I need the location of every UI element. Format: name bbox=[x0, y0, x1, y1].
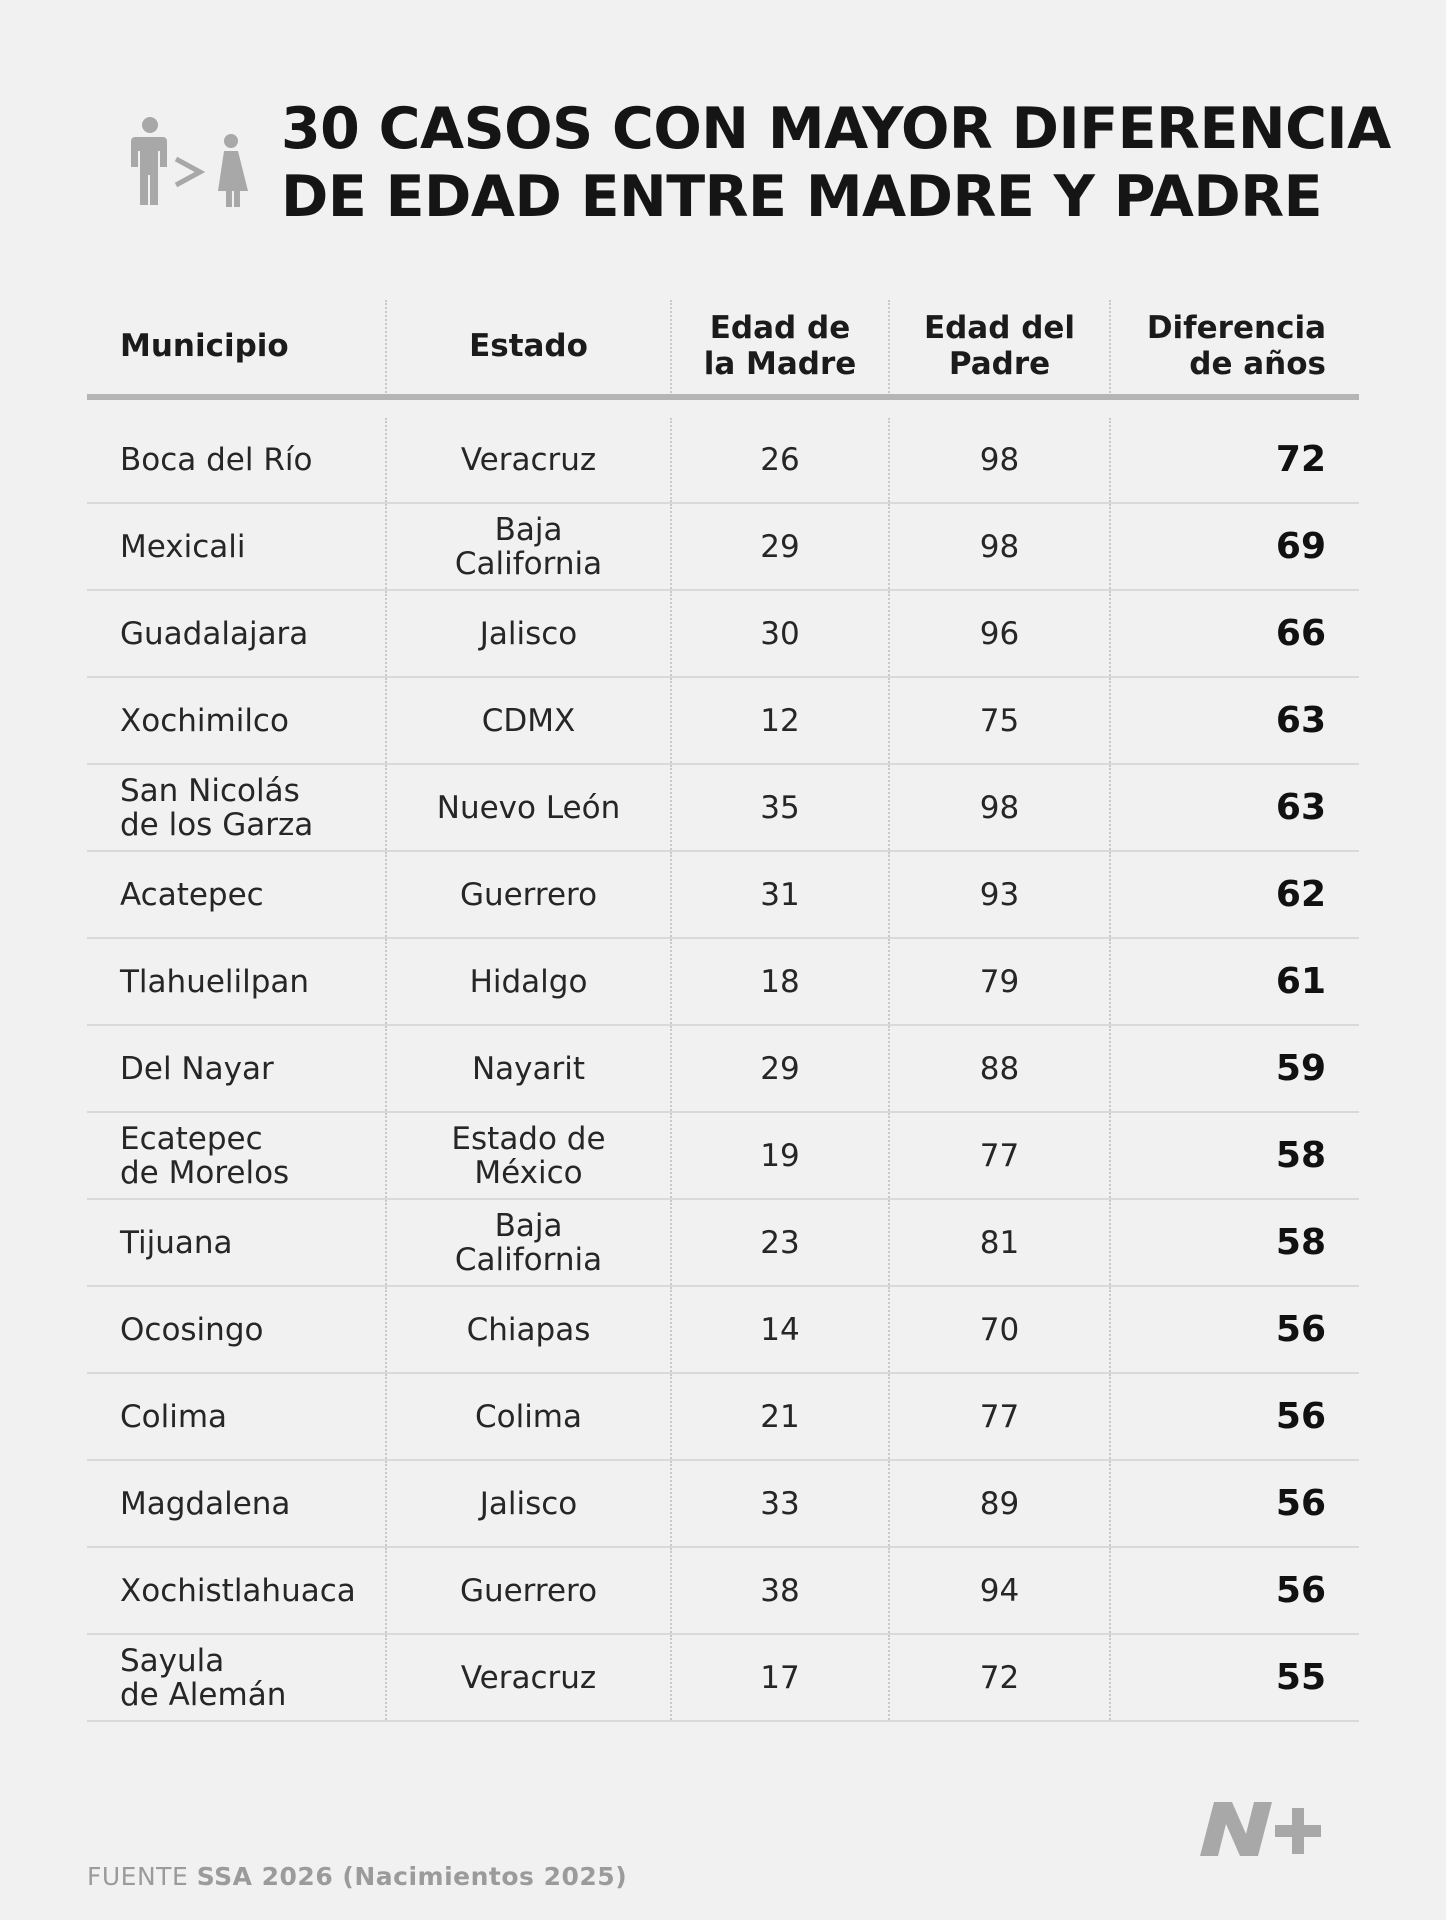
cell-edad-padre: 98 bbox=[888, 504, 1109, 589]
cell-estado: Nayarit bbox=[385, 1026, 670, 1111]
cell-estado: Guerrero bbox=[385, 852, 670, 937]
cell-diferencia: 56 bbox=[1109, 1548, 1359, 1633]
cell-edad-padre: 81 bbox=[888, 1200, 1109, 1285]
cell-edad-madre: 31 bbox=[670, 852, 888, 937]
cell-estado: Baja California bbox=[385, 1200, 670, 1285]
source-footer bbox=[87, 1862, 627, 1891]
cell-municipio: Mexicali bbox=[120, 528, 246, 565]
table-row bbox=[87, 1461, 1359, 1548]
cell-municipio: Sayula de Alemán bbox=[120, 1642, 287, 1713]
cell-edad-padre: 70 bbox=[888, 1287, 1109, 1372]
cell-municipio: Guadalajara bbox=[120, 615, 309, 652]
table-row bbox=[87, 939, 1359, 1026]
table-row bbox=[87, 406, 1359, 504]
cell-municipio: Acatepec bbox=[120, 876, 264, 913]
table-header bbox=[87, 300, 1359, 400]
table-row bbox=[87, 1200, 1359, 1287]
cell-estado: Colima bbox=[385, 1374, 670, 1459]
table-row bbox=[87, 678, 1359, 765]
header-diferencia: Diferencia de años bbox=[1109, 300, 1359, 400]
cell-edad-padre: 77 bbox=[888, 1374, 1109, 1459]
cell-diferencia: 61 bbox=[1109, 939, 1359, 1024]
cell-edad-padre: 98 bbox=[888, 765, 1109, 850]
cell-estado: Estado de México bbox=[385, 1113, 670, 1198]
cell-edad-padre: 88 bbox=[888, 1026, 1109, 1111]
cell-municipio: Magdalena bbox=[120, 1485, 291, 1522]
table-row bbox=[87, 1635, 1359, 1722]
title-line-1: 30 CASOS CON MAYOR DIFERENCIA bbox=[281, 96, 1391, 162]
cell-edad-padre: 93 bbox=[888, 852, 1109, 937]
cell-edad-padre: 96 bbox=[888, 591, 1109, 676]
cell-edad-padre: 98 bbox=[888, 418, 1109, 502]
cell-estado: Jalisco bbox=[385, 1461, 670, 1546]
table-row bbox=[87, 765, 1359, 852]
cell-municipio: Tlahuelilpan bbox=[120, 963, 310, 1000]
cell-diferencia: 62 bbox=[1109, 852, 1359, 937]
table-row bbox=[87, 1113, 1359, 1200]
footer-source: SSA 2026 (Nacimientos 2025) bbox=[196, 1862, 628, 1891]
table-row bbox=[87, 591, 1359, 678]
cell-municipio: Del Nayar bbox=[120, 1050, 274, 1087]
cell-diferencia: 56 bbox=[1109, 1461, 1359, 1546]
cell-estado: Veracruz bbox=[385, 1635, 670, 1720]
header-municipio: Municipio bbox=[120, 328, 289, 364]
title-line-2: DE EDAD ENTRE MADRE Y PADRE bbox=[281, 164, 1323, 230]
cell-municipio: San Nicolás de los Garza bbox=[120, 772, 314, 843]
cell-edad-madre: 21 bbox=[670, 1374, 888, 1459]
cell-diferencia: 55 bbox=[1109, 1635, 1359, 1720]
cell-estado: Jalisco bbox=[385, 591, 670, 676]
data-table bbox=[87, 300, 1359, 1722]
cell-municipio: Tijuana bbox=[120, 1224, 233, 1261]
cell-diferencia: 69 bbox=[1109, 504, 1359, 589]
cell-edad-madre: 14 bbox=[670, 1287, 888, 1372]
cell-edad-madre: 17 bbox=[670, 1635, 888, 1720]
cell-municipio: Ocosingo bbox=[120, 1311, 264, 1348]
cell-diferencia: 66 bbox=[1109, 591, 1359, 676]
header-estado: Estado bbox=[385, 300, 670, 400]
cell-edad-padre: 94 bbox=[888, 1548, 1109, 1633]
table-row bbox=[87, 1026, 1359, 1113]
cell-edad-padre: 77 bbox=[888, 1113, 1109, 1198]
cell-diferencia: 59 bbox=[1109, 1026, 1359, 1111]
cell-edad-madre: 35 bbox=[670, 765, 888, 850]
cell-diferencia: 63 bbox=[1109, 765, 1359, 850]
header bbox=[128, 95, 1391, 235]
cell-edad-madre: 12 bbox=[670, 678, 888, 763]
cell-edad-madre: 33 bbox=[670, 1461, 888, 1546]
cell-estado: Veracruz bbox=[385, 418, 670, 502]
cell-municipio: Xochimilco bbox=[120, 702, 289, 739]
cell-edad-padre: 79 bbox=[888, 939, 1109, 1024]
cell-municipio: Xochistlahuaca bbox=[120, 1572, 356, 1609]
cell-edad-padre: 75 bbox=[888, 678, 1109, 763]
page-title bbox=[281, 95, 1391, 231]
cell-estado: Chiapas bbox=[385, 1287, 670, 1372]
cell-diferencia: 58 bbox=[1109, 1200, 1359, 1285]
header-edad-madre: Edad de la Madre bbox=[670, 300, 888, 400]
cell-diferencia: 63 bbox=[1109, 678, 1359, 763]
cell-edad-madre: 29 bbox=[670, 504, 888, 589]
cell-diferencia: 56 bbox=[1109, 1287, 1359, 1372]
cell-edad-madre: 26 bbox=[670, 418, 888, 502]
cell-edad-padre: 89 bbox=[888, 1461, 1109, 1546]
cell-edad-madre: 19 bbox=[670, 1113, 888, 1198]
table-body bbox=[87, 400, 1359, 1722]
cell-estado: Nuevo León bbox=[385, 765, 670, 850]
cell-estado: CDMX bbox=[385, 678, 670, 763]
header-edad-padre: Edad del Padre bbox=[888, 300, 1109, 400]
cell-edad-madre: 30 bbox=[670, 591, 888, 676]
table-row bbox=[87, 1287, 1359, 1374]
cell-edad-padre: 72 bbox=[888, 1635, 1109, 1720]
cell-edad-madre: 38 bbox=[670, 1548, 888, 1633]
cell-municipio: Ecatepec de Morelos bbox=[120, 1120, 290, 1191]
cell-estado: Guerrero bbox=[385, 1548, 670, 1633]
cell-edad-madre: 23 bbox=[670, 1200, 888, 1285]
cell-municipio: Boca del Río bbox=[120, 442, 313, 478]
cell-diferencia: 58 bbox=[1109, 1113, 1359, 1198]
cell-edad-madre: 29 bbox=[670, 1026, 888, 1111]
cell-municipio: Colima bbox=[120, 1398, 228, 1435]
cell-diferencia: 72 bbox=[1109, 418, 1359, 502]
table-row bbox=[87, 852, 1359, 939]
table-row bbox=[87, 1548, 1359, 1635]
man-greater-than-woman-icon bbox=[128, 117, 256, 227]
table-row bbox=[87, 1374, 1359, 1461]
cell-estado: Baja California bbox=[385, 504, 670, 589]
n-plus-logo bbox=[1196, 1782, 1332, 1860]
cell-diferencia: 56 bbox=[1109, 1374, 1359, 1459]
footer-label: FUENTE bbox=[87, 1862, 189, 1891]
cell-estado: Hidalgo bbox=[385, 939, 670, 1024]
table-row bbox=[87, 504, 1359, 591]
cell-edad-madre: 18 bbox=[670, 939, 888, 1024]
